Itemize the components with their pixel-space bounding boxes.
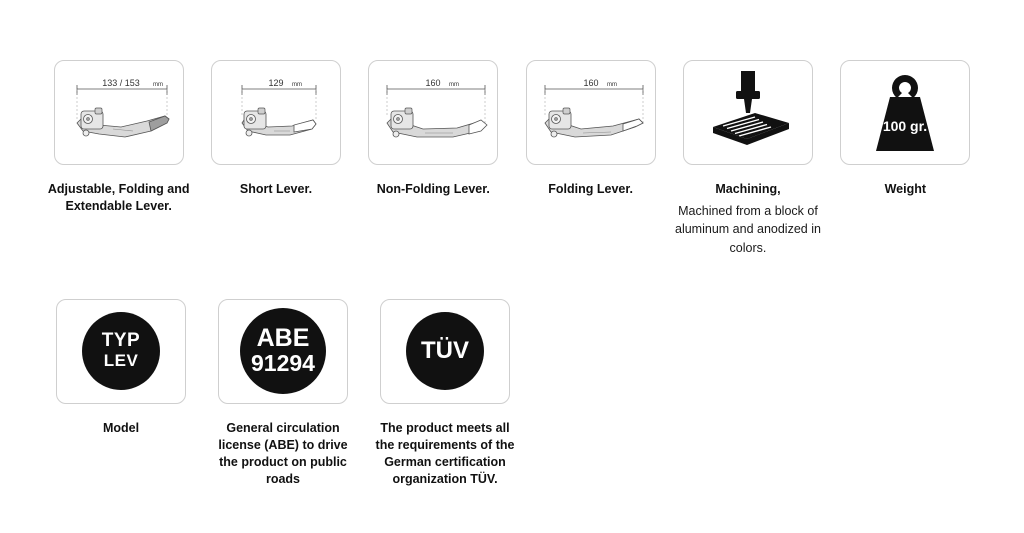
lever-tile-non-folding: [368, 60, 498, 165]
abe-badge: [240, 308, 326, 394]
feature-machining: [669, 60, 826, 257]
dimension-unit-folding: mm: [606, 81, 617, 88]
feature-caption: General circulation license (ABE) to drive the product on public roads: [218, 420, 348, 487]
feature-non-folding-lever: [355, 60, 512, 198]
lever-diagram-short: [212, 61, 340, 165]
lever-diagram-adjustable: [55, 61, 183, 165]
lever-tile-folding: [526, 60, 656, 165]
dimension-unit-short: mm: [291, 81, 302, 88]
lever-shape: [545, 108, 643, 137]
tuv-tile: [380, 299, 510, 404]
lever-shape: [242, 108, 316, 136]
dimension-label-adjustable: 133 / 153: [101, 77, 140, 88]
feature-caption: Machining,: [715, 182, 781, 196]
feature-caption: Folding Lever.: [548, 182, 634, 196]
feature-subcaption: Machined from a block of aluminum and anodized in colors.: [675, 204, 821, 255]
model-badge-line2: LEV: [103, 351, 139, 371]
lever-diagram-folding: [527, 61, 655, 165]
lever-tile-short: [211, 60, 341, 165]
feature-caption: Weight: [884, 182, 927, 196]
abe-tile: [218, 299, 348, 404]
feature-caption: Short Lever.: [239, 182, 313, 196]
machining-tile: [683, 60, 813, 165]
weight-tile: [840, 60, 970, 165]
model-badge: [82, 312, 160, 390]
dimension-label-non-folding: 160: [425, 77, 441, 88]
abe-badge-line2: 91294: [251, 349, 315, 376]
milling-machine-icon: [693, 65, 803, 161]
feature-caption: Model: [102, 420, 140, 435]
feature-caption: The product meets all the requirements of the German certification organization TÜV.: [375, 420, 515, 487]
feature-abe-license: [202, 299, 364, 489]
feature-row-1: [40, 60, 984, 257]
feature-caption: Non-Folding Lever.: [376, 182, 490, 196]
tuv-badge: [406, 312, 484, 390]
feature-row-2: [40, 299, 984, 489]
abe-badge-line1: ABE: [256, 323, 310, 352]
weight-badge-label: 100 gr.: [883, 117, 928, 134]
model-badge-line1: TYP: [101, 330, 141, 352]
feature-caption: Adjustable, Folding and Extendable Lever.: [47, 182, 190, 214]
weight-icon: [850, 65, 960, 161]
dimension-label-folding: 160: [583, 77, 599, 88]
model-tile: [56, 299, 186, 404]
lever-diagram-non-folding: [369, 61, 497, 165]
lever-tile-adjustable: [54, 60, 184, 165]
lever-shape: [77, 108, 169, 137]
dimension-label-short: 129: [268, 77, 284, 88]
feature-short-lever: [197, 60, 354, 198]
feature-adjustable-folding-extendable-lever: [40, 60, 197, 216]
dimension-unit-adjustable: mm: [152, 81, 163, 88]
feature-model: [40, 299, 202, 437]
tuv-badge-label: TÜV: [421, 337, 469, 365]
lever-shape: [387, 108, 487, 137]
feature-weight: [827, 60, 984, 198]
dimension-unit-non-folding: mm: [449, 81, 460, 88]
feature-tuv-certification: [364, 299, 526, 489]
feature-folding-lever: [512, 60, 669, 198]
